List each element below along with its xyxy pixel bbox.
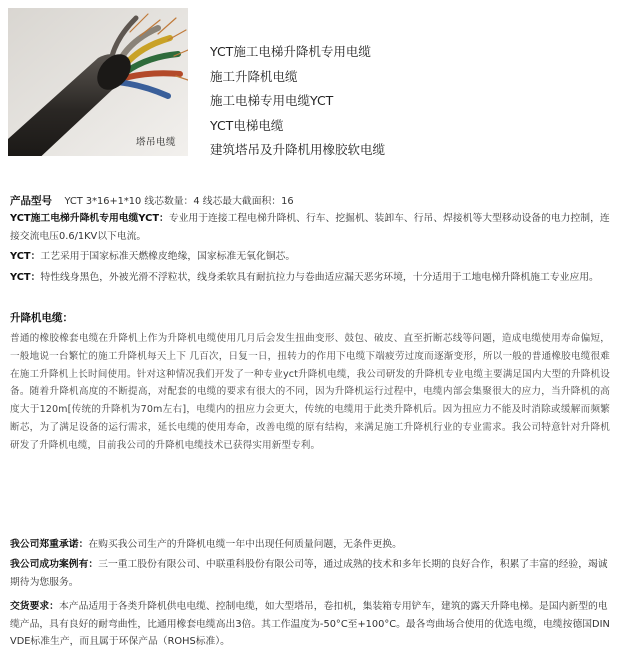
product-titles	[210, 40, 385, 163]
product-model-value: YCT 3*16+1*10 线芯数量：4 线芯最大截面积：16	[64, 196, 294, 207]
delivery-requirements: 交货要求：本产品适用于各类升降机供电电缆、控制电缆，如大型塔吊，卷扣机，集装箱专用铲车，建筑的露天升降电梯。是国内新型的电缆产品，具有良好的耐弯曲性，比通用橡套电缆高出3倍。其工作温度为-50°C至+100°C。最各弯曲场合使用的优选电缆，电缆按德国DIN VDE标准生产，而且属于环保产品（ROHS标准）。	[10, 601, 610, 647]
section-heading: 升降机电缆：	[10, 312, 73, 324]
title-item: 施工电梯专用电缆YCT	[210, 93, 334, 108]
title-item: 建筑塔吊及升降机用橡胶软电缆	[210, 142, 386, 157]
title-item: YCT施工电梯升降机专用电缆	[210, 44, 371, 59]
product-model-label: 产品型号	[10, 195, 52, 207]
product-photo	[8, 8, 188, 156]
product-model	[10, 193, 294, 208]
photo-caption: 塔吊电缆	[136, 137, 177, 148]
desc-item: YCT施工电梯升降机专用电缆YCT：专业用于连接工程电梯升降机、行车、挖掘机、装卸车、行吊、焊接机等大型移动设备的电力控制，连接交流电压0.6/1KV以下电流。	[10, 213, 610, 242]
promise: 我公司郑重承诺：在购买我公司生产的升降机电缆一年中出现任何质量问题，无条件更换。	[10, 539, 402, 550]
desc-block	[10, 210, 610, 286]
section-paragraph: 普通的橡胶橡套电缆在升降机上作为升降机电缆使用几月后会发生扭曲变形、鼓包、破皮、直至折断芯线等问题，造成电缆使用寿命偏短，一般地说一台繁忙的施工升降机每天上下 几百次，日复一日，扭转力的作用下电缆下端疲劳过度而逐渐变形，所以一般的普通橡胶电缆很难在施工升降机上长时间使用。针对这种情况我们开发了一种专业yct升降机电缆，我公司研发的升降机专业电缆主要满足国内大型的升降机设备。随着升降机高度的不断提高，对配套的电缆的要求有很大的不同，因为升降机运行过程中，电缆内部会集聚很大的应力，当升降机的高度大于120m[传统的升降机为70m左右]，电缆内的扭应力会更大，传统的电缆用于此类升降机后。因为扭应力不能及时消除或缓解而频繁断芯，为了满足设备的运行需求，延长电缆的使用寿命，改善电缆的原有结构，来满足施工升降机行业的专业需求。我公司特意针对升降机研发了升降机电缆，目前我公司的升降机电缆技术已获得实用新型专利。	[10, 333, 610, 451]
title-item: YCT电梯电缆	[210, 117, 284, 133]
desc-item: YCT：特性线身黑色，外被光滑不浮粒状，线身柔软具有耐抗拉力与卷曲适应漏天恶劣环境，十分适用于工地电梯升降机施工专业应用。	[10, 271, 599, 283]
title-item: 施工升降机电缆	[210, 68, 298, 84]
desc-item: YCT：工艺采用于国家标准天燃橡皮绝缘，国家标准无氧化铜芯。	[10, 251, 296, 262]
success-cases: 我公司成功案例有：三一重工股份有限公司、中联重科股份有限公司等，通过成熟的技术和多年长期的良好合作，积累了丰富的经验，竭诚期待为您服务。	[10, 559, 608, 588]
